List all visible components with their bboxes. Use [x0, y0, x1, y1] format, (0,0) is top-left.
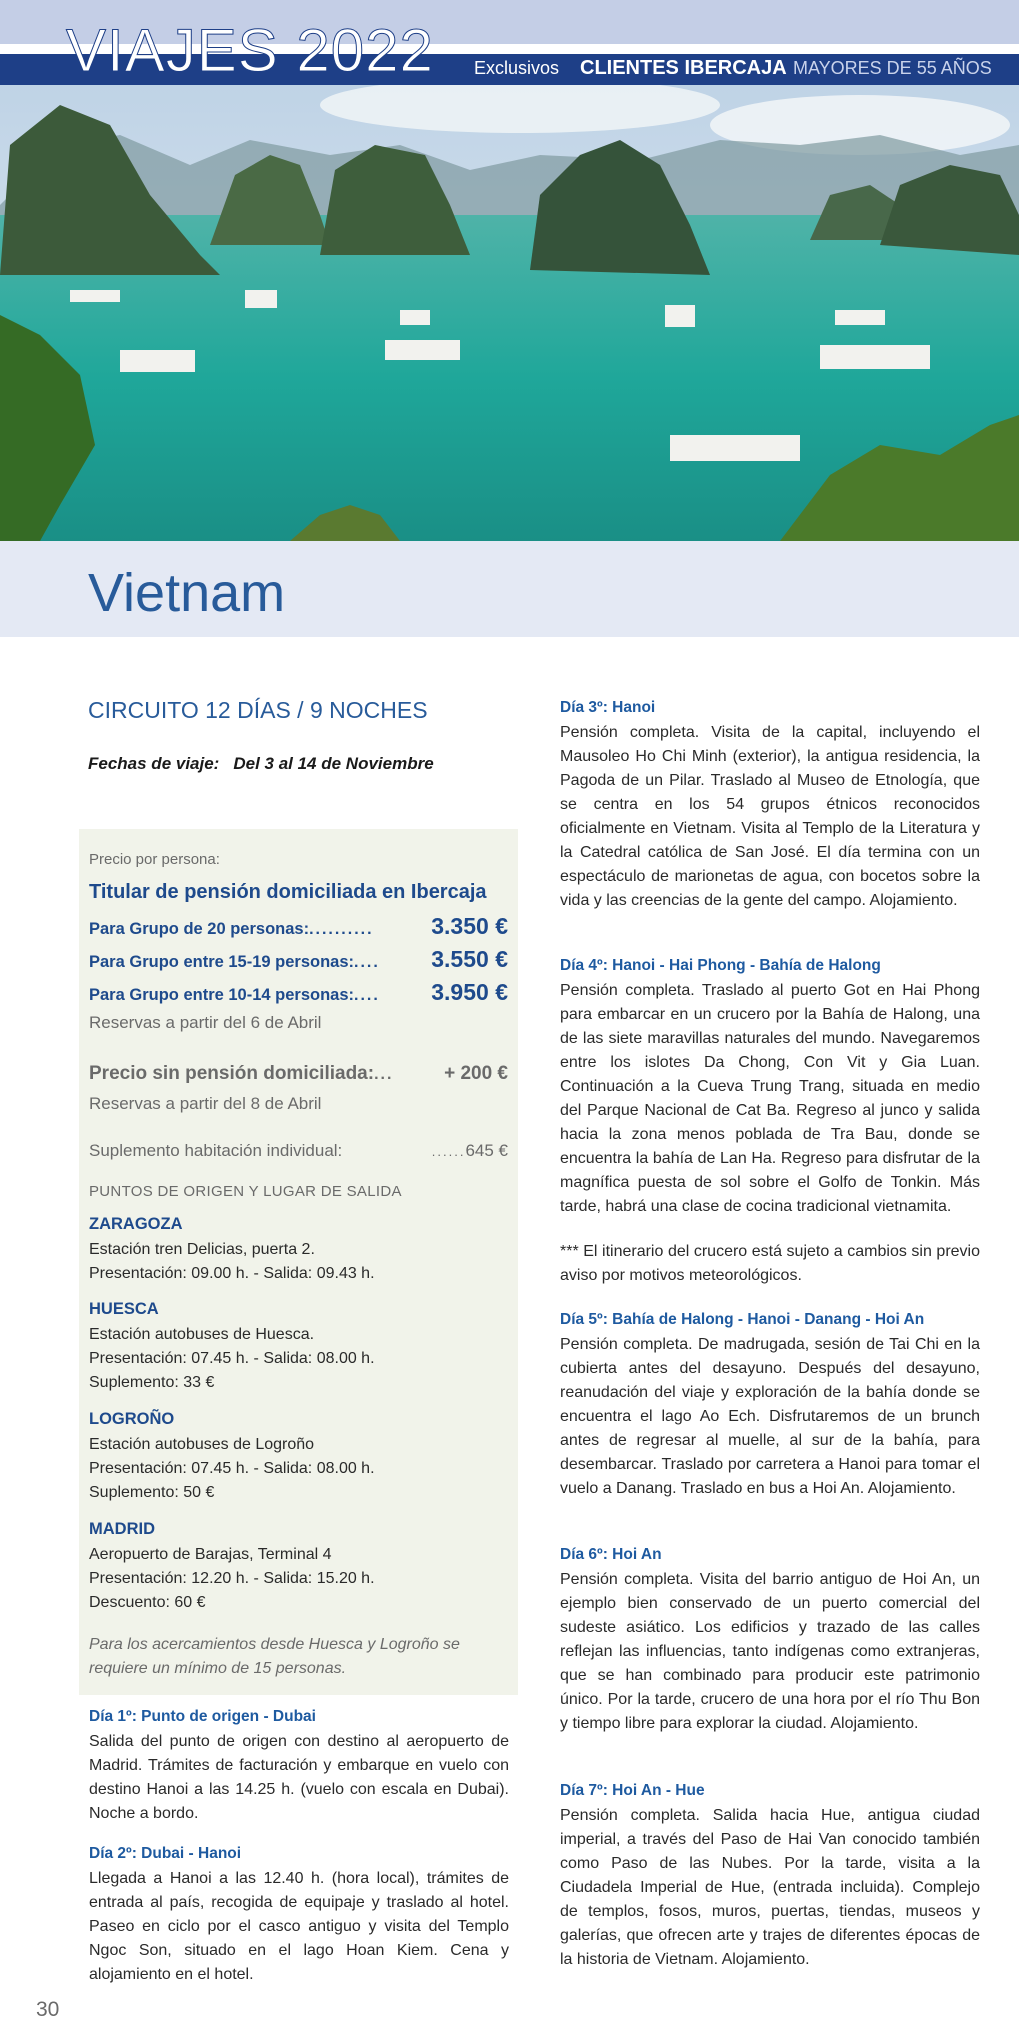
price-row: [89, 913, 508, 940]
day-title: Día 1º: Punto de origen - Dubai: [89, 1708, 316, 1725]
header-clientes: CLIENTES IBERCAJA: [580, 57, 787, 79]
page-number: 30: [36, 1998, 60, 2021]
origin-line: Estación tren Delicias, puerta 2.: [89, 1241, 315, 1258]
no-domiciled-price: + 200 €: [444, 1063, 508, 1084]
price-row: [89, 979, 508, 1006]
price-no-domiciled: [89, 1063, 508, 1085]
origin-line: Suplemento: 50 €: [89, 1484, 215, 1501]
origin-line: Presentación: 07.45 h. - Salida: 08.00 h.: [89, 1460, 375, 1477]
single-room-supplement: [89, 1141, 508, 1161]
halong-bay-photo: [0, 85, 1019, 541]
origin-line: Suplemento: 33 €: [89, 1374, 215, 1391]
no-domiciled-dots: ...: [374, 1066, 394, 1083]
reservations-note: Reservas a partir del 8 de Abril: [89, 1094, 322, 1113]
origin-line: Presentación: 12.20 h. - Salida: 15.20 h.: [89, 1570, 375, 1587]
origin-line: Descuento: 60 €: [89, 1594, 206, 1611]
day-text: Llegada a Hanoi a las 12.40 h. (hora local), trámites de entrada al país, recogida de equipaje y traslado al hotel. Paseo en ciclo por el casco antiguo y visita del Templo Ngoc Son, situado en el lago Hoan Kiem. Cena y alojamiento en el hotel.: [89, 1870, 509, 1983]
origin-line: Presentación: 09.00 h. - Salida: 09.43 h.: [89, 1265, 375, 1282]
day-extra-note: *** El itinerario del crucero está sujeto a cambios sin previo aviso por motivos meteorológicos.: [560, 1243, 980, 1284]
origins-heading: PUNTOS DE ORIGEN Y LUGAR DE SALIDA: [89, 1183, 402, 1200]
price-row: [89, 946, 508, 973]
origin-city: LOGROÑO: [89, 1410, 175, 1428]
day-title: Día 2º: Dubai - Hanoi: [89, 1845, 242, 1862]
supplement-price: 645 €: [465, 1141, 508, 1160]
price-row-dots: ....: [354, 954, 380, 971]
price-per-person-label: Precio por persona:: [89, 851, 220, 868]
price-row-label: Para Grupo entre 10-14 personas:: [89, 986, 355, 1004]
price-row-label: Para Grupo entre 15-19 personas:: [89, 953, 355, 971]
travel-dates: [88, 754, 434, 774]
day-title: Día 4º: Hanoi - Hai Phong - Bahía de Halong: [560, 957, 881, 974]
price-row-price: 3.550 €: [431, 946, 508, 972]
price-row-dots: ....: [354, 987, 380, 1004]
origin-line: Estación autobuses de Logroño: [89, 1436, 315, 1453]
day-title: Día 6º: Hoi An: [560, 1546, 662, 1563]
page-title: Vietnam: [88, 563, 286, 623]
price-title: Titular de pensión domiciliada en Ibercaja: [89, 881, 487, 903]
price-row-price: 3.350 €: [431, 913, 508, 939]
brand-title: VIAJES 2022: [66, 17, 434, 84]
price-row-price: 3.950 €: [431, 979, 508, 1005]
day-title: Día 5º: Bahía de Halong - Hanoi - Danang - Hoi An: [560, 1311, 925, 1328]
origin-city: ZARAGOZA: [89, 1215, 183, 1233]
day-text: Pensión completa. Salida hacia Hue, antigua ciudad imperial, a través del Paso de Hai Van conocido también como Paso de las Nubes. Por la tarde, visita a la Ciudadela Imperial de Hue, (entrada incluida). Complejo de templos, fosos, muros, puertas, tiendas, museos y galerías, que ofrecen arte y trajes de diferentes épocas de la historia de Vietnam. Alojamiento.: [560, 1807, 980, 1968]
price-row-label: Para Grupo de 20 personas:: [89, 920, 310, 938]
header-age-group: MAYORES DE 55 AÑOS: [793, 58, 992, 78]
day-text: Pensión completa. Visita del barrio antiguo de Hoi An, un ejemplo bien conservado de un puerto comercial del sudeste asiático. Los edificios y trazado de las calles reflejan las influencias, tanto indígenas como extranjeras, que se han combinado para producir este patrimonio único. Por la tarde, crucero de una hora por el río Thu Bon y tiempo libre para explorar la ciudad. Alojamiento.: [560, 1571, 980, 1732]
origin-city: HUESCA: [89, 1300, 159, 1318]
supplement-label: Suplemento habitación individual:: [89, 1141, 343, 1160]
day-text: Pensión completa. De madrugada, sesión de Tai Chi en la cubierta antes del desayuno. Después del desayuno, reanudación del viaje y exploración de la bahía donde se encuentra el lago Ao Ech. Disfrutaremos de un brunch antes de regresar al muelle, al sur de la bahía, para desembarcar. Traslado por carretera a Hanoi para tomar el vuelo a Danang. Traslado en bus a Hoi An. Alojamiento.: [560, 1336, 980, 1497]
supplement-dots: ......: [431, 1144, 466, 1159]
day-title: Día 3º: Hanoi: [560, 699, 656, 716]
origins-note: Para los acercamientos desde Huesca y Logroño se requiere un mínimo de 15 personas.: [89, 1636, 460, 1677]
travel-dates-label: Fechas de viaje:: [88, 754, 220, 773]
day-title: Día 7º: Hoi An - Hue: [560, 1782, 705, 1799]
reservations-note: Reservas a partir del 6 de Abril: [89, 1013, 322, 1032]
origin-line: Estación autobuses de Huesca.: [89, 1326, 315, 1343]
day-text: Pensión completa. Traslado al puerto Got en Hai Phong para embarcar en un crucero por la Bahía de Halong, una de las siete maravillas naturales del mundo. Navegaremos entre los islotes Da Chong, Con Vit y Gia Luan. Continuación a la Cueva Trung Trang, situada en medio del Parque Nacional de Cat Ba. Regreso al junco y salida hacia la zona menos poblada de Tra Bau, donde se encuentra la bahía de Lan Ha. Regreso para disfrutar de la magnífica puesta de sol sobre el Golfo de Tonkin. Más tarde, habrá una clase de cocina tradicional vietnamita.: [560, 982, 980, 1215]
day-text: Pensión completa. Visita de la capital, incluyendo el Mausoleo Ho Chi Minh (exterior), la antigua residencia, la Pagoda de un Pilar. Traslado al Museo de Etnología, que se centra en los 54 grupos étnicos reconocidos oficialmente en Vietnam. Visita al Templo de la Literatura y la Catedral católica de San José. El día termina con un espectáculo de marionetas de agua, con bocetos sobre la vida y las creencias de la gente del campo. Alojamiento.: [560, 724, 980, 909]
price-row-dots: ..........: [309, 921, 374, 938]
travel-dates-value: Del 3 al 14 de Noviembre: [233, 754, 434, 773]
origin-city: MADRID: [89, 1520, 155, 1538]
day-text: Salida del punto de origen con destino al aeropuerto de Madrid. Trámites de facturación y embarque en vuelo con destino Hanoi a las 14.25 h. (vuelo con escala en Dubai). Noche a bordo.: [89, 1733, 509, 1822]
header-exclusivos: Exclusivos: [474, 58, 560, 78]
origin-line: Aeropuerto de Barajas, Terminal 4: [89, 1546, 332, 1563]
circuit-duration: CIRCUITO 12 DÍAS / 9 NOCHES: [88, 697, 428, 723]
origin-line: Presentación: 07.45 h. - Salida: 08.00 h.: [89, 1350, 375, 1367]
no-domiciled-label: Precio sin pensión domiciliada:: [89, 1063, 375, 1084]
